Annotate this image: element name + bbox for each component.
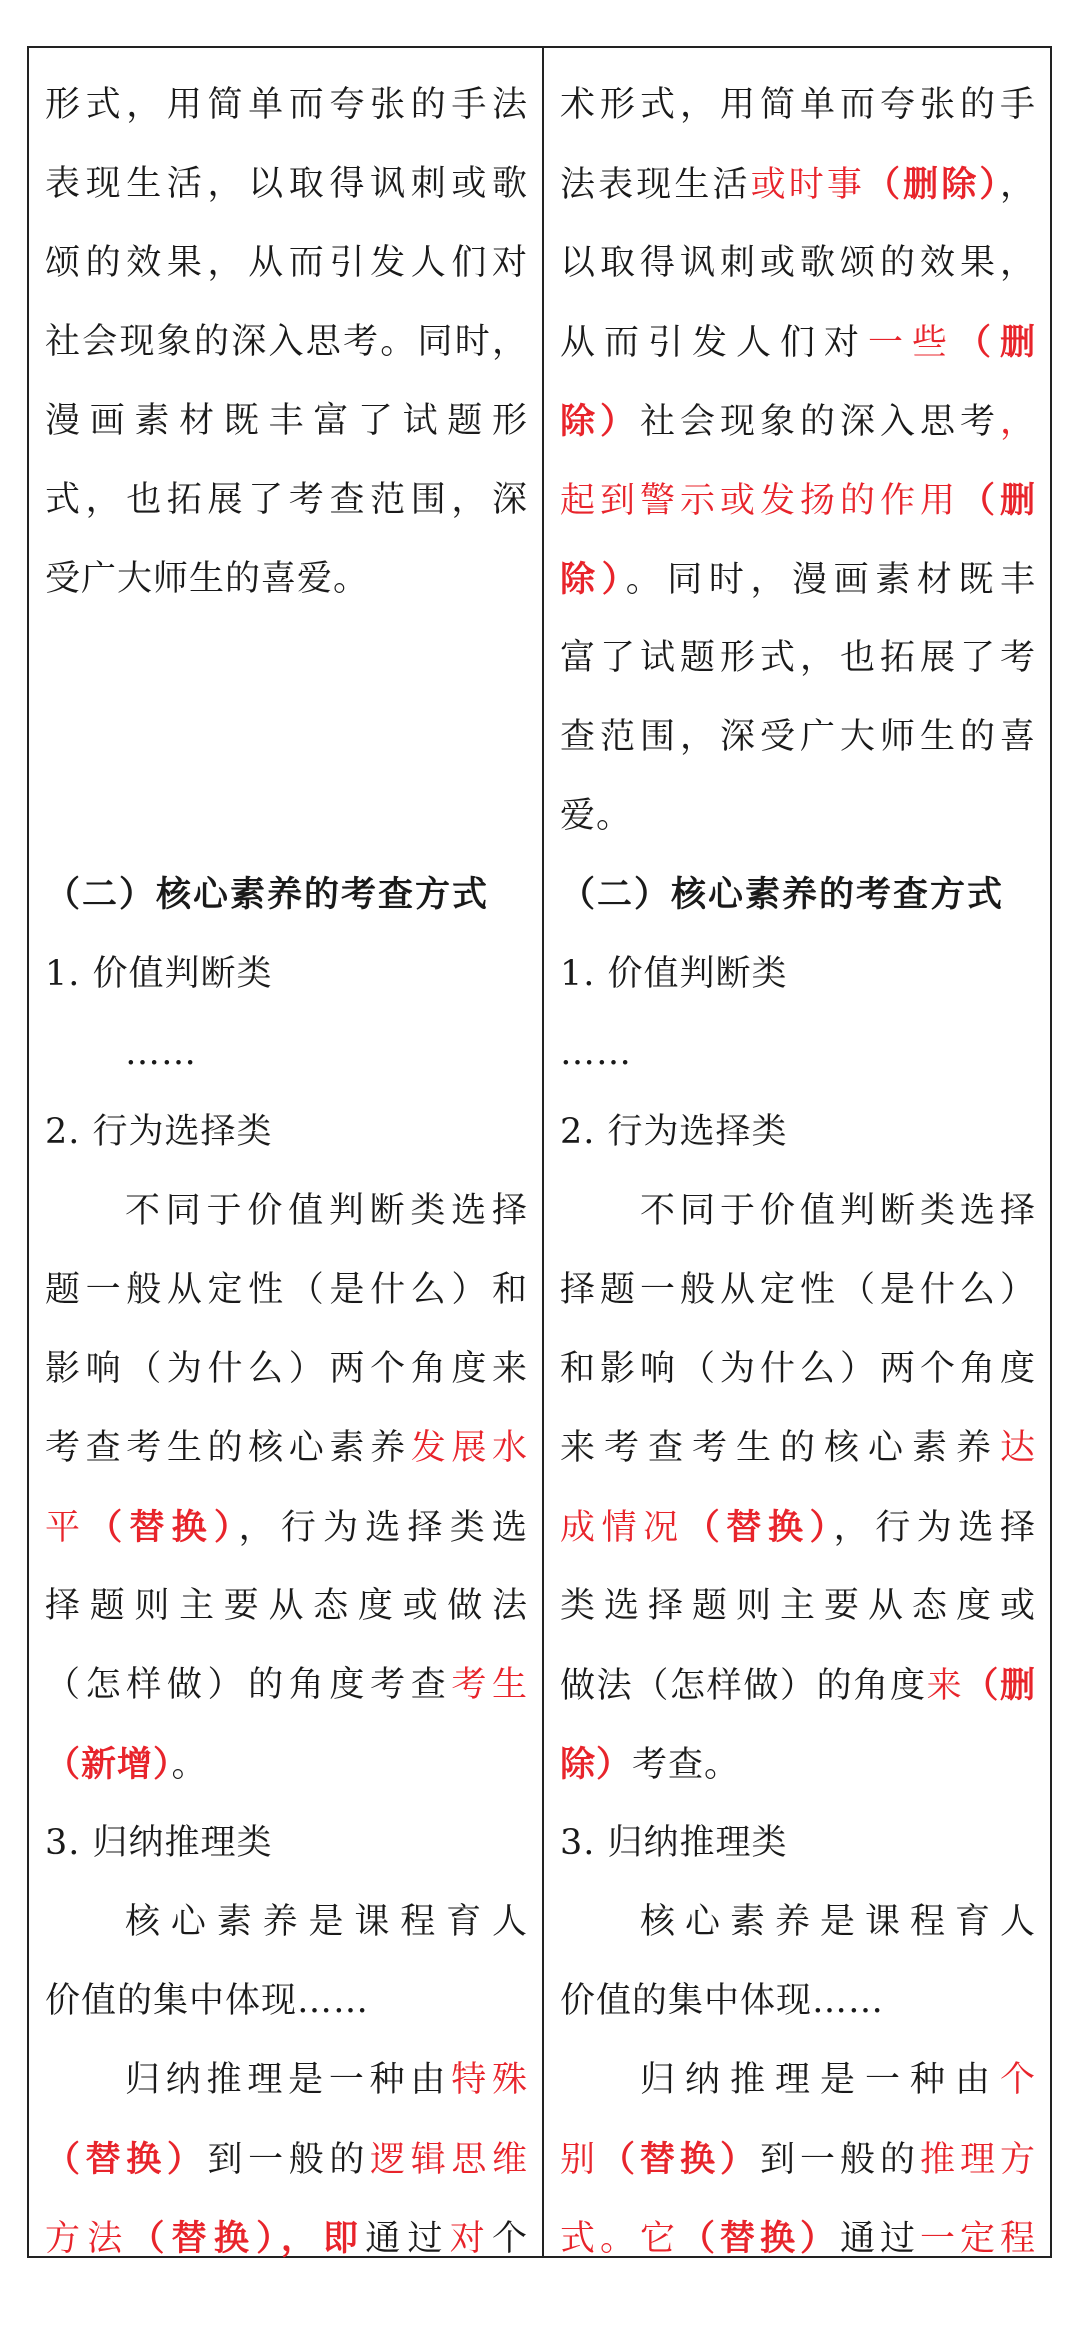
text-segment: 择题则主要从态度或做法 bbox=[45, 1586, 528, 1626]
text-segment: 不同于价值判断类选择 bbox=[125, 1191, 528, 1231]
text-line bbox=[560, 145, 1036, 224]
revision-mark-text: 推理方 bbox=[919, 2140, 1036, 2180]
text-line bbox=[560, 1804, 1036, 1883]
text-line bbox=[560, 1251, 1036, 1330]
text-line bbox=[560, 224, 1036, 303]
text-line bbox=[560, 698, 1036, 777]
text-segment: 个 bbox=[491, 2219, 528, 2259]
text-line bbox=[560, 1409, 1036, 1488]
text-segment: ， bbox=[999, 165, 1036, 205]
text-segment: 社会现象的深入思考 bbox=[640, 402, 1000, 442]
text-line bbox=[45, 382, 528, 461]
revision-mark-text: 发展水 bbox=[410, 1428, 528, 1468]
revision-mark-text: （删 bbox=[963, 1665, 1036, 1706]
revision-mark-text: 达 bbox=[999, 1428, 1036, 1468]
text-segment: 2. 行为选择类 bbox=[560, 1112, 788, 1152]
text-segment: 类选择题则主要从态度或 bbox=[560, 1586, 1036, 1626]
text-line bbox=[45, 224, 528, 303]
text-segment: 通过 bbox=[365, 2219, 450, 2259]
text-line bbox=[560, 382, 1036, 461]
text-segment: 爱。 bbox=[560, 796, 633, 836]
text-line bbox=[45, 1251, 528, 1330]
text-segment: 3. 归纳推理类 bbox=[560, 1823, 788, 1863]
text-line bbox=[560, 2041, 1036, 2120]
text-segment: 形式，用简单而夸张的手法 bbox=[45, 85, 528, 125]
text-line bbox=[560, 1646, 1036, 1725]
text-line bbox=[560, 2199, 1036, 2278]
revision-mark-text: 成情况 bbox=[560, 1508, 685, 1548]
text-segment: （怎样做）的角度考查 bbox=[45, 1665, 452, 1705]
text-segment: 从而引发人们对 bbox=[560, 323, 868, 363]
text-segment: 影响（为什么）两个角度来 bbox=[45, 1349, 528, 1389]
revision-mark-text: 起到警示或发扬的作用 bbox=[560, 481, 960, 521]
text-line bbox=[45, 1488, 528, 1567]
revision-mark-text: 来 bbox=[926, 1666, 964, 1706]
text-line bbox=[560, 540, 1036, 619]
text-segment: ，行为选择 bbox=[833, 1508, 1036, 1548]
revision-mark-text: 方法 bbox=[45, 2219, 130, 2259]
text-line bbox=[45, 2041, 528, 2120]
revision-mark-text: （删 bbox=[959, 480, 1036, 521]
revision-mark-text: ， bbox=[999, 402, 1036, 442]
text-segment: 3. 归纳推理类 bbox=[45, 1823, 273, 1863]
revision-mark-text: （删 bbox=[955, 322, 1036, 363]
text-segment: 来考查考生的核心素养 bbox=[560, 1428, 1000, 1468]
text-line bbox=[45, 1883, 528, 1962]
revision-mark-text: （替换） bbox=[679, 2218, 840, 2259]
text-segment: 价值的集中体现…… bbox=[560, 1981, 885, 2021]
text-line bbox=[560, 1962, 1036, 2041]
text-line bbox=[560, 1488, 1036, 1567]
text-line bbox=[45, 2120, 528, 2199]
text-segment: …… bbox=[125, 1033, 197, 1073]
text-segment: 1. 价值判断类 bbox=[560, 954, 788, 994]
revision-mark-text: （替换） bbox=[600, 2139, 760, 2180]
revision-mark-text: （删除） bbox=[864, 164, 1000, 205]
text-line bbox=[45, 1567, 528, 1646]
text-line bbox=[560, 1172, 1036, 1251]
text-line bbox=[45, 461, 528, 540]
right-column-text bbox=[560, 66, 1036, 2278]
text-segment: 社会现象的深入思考。同时， bbox=[45, 322, 528, 362]
revision-mark-text: 除） bbox=[560, 401, 640, 442]
text-line bbox=[45, 145, 528, 224]
text-line bbox=[45, 1172, 528, 1251]
text-segment: 不同于价值判断类选择 bbox=[640, 1191, 1036, 1231]
text-segment: 以取得讽刺或歌颂的效果， bbox=[560, 243, 1036, 283]
text-line bbox=[45, 1014, 528, 1093]
text-segment: 归纳推理是一种由 bbox=[640, 2060, 1000, 2100]
text-segment: 核心素养是课程育人 bbox=[640, 1902, 1036, 1942]
text-segment: 2. 行为选择类 bbox=[45, 1112, 273, 1152]
text-segment: 到一般的 bbox=[759, 2140, 920, 2180]
text-line bbox=[560, 935, 1036, 1014]
text-segment: 受广大师生的喜爱。 bbox=[45, 559, 370, 599]
revision-mark-text: 对 bbox=[449, 2219, 492, 2259]
text-segment: 。 bbox=[171, 1745, 208, 1785]
text-segment: 和影响（为什么）两个角度 bbox=[560, 1349, 1036, 1389]
right-column-revised bbox=[544, 48, 1050, 2259]
text-segment: 富了试题形式，也拓展了考 bbox=[560, 638, 1036, 678]
text-line bbox=[45, 1804, 528, 1883]
revision-mark-text: 特殊 bbox=[451, 2060, 528, 2100]
revision-mark-text: 一定程 bbox=[919, 2219, 1036, 2259]
text-segment: （二）核心素养的考查方式 bbox=[560, 875, 1005, 915]
text-line bbox=[45, 303, 528, 382]
revision-mark-text: 除） bbox=[560, 1744, 633, 1785]
text-line bbox=[45, 1962, 528, 2041]
revision-mark-text: 除） bbox=[560, 559, 626, 600]
text-segment: 。同时，漫画素材既丰 bbox=[625, 560, 1036, 600]
text-line bbox=[560, 461, 1036, 540]
text-segment: 式，也拓展了考查范围，深 bbox=[45, 480, 528, 520]
text-line bbox=[560, 1093, 1036, 1172]
text-line bbox=[45, 2199, 528, 2278]
text-line bbox=[560, 1567, 1036, 1646]
text-segment: 考查。 bbox=[632, 1745, 741, 1785]
text-segment: 表现生活，以取得讽刺或歌 bbox=[45, 164, 528, 204]
text-segment: 到一般的 bbox=[207, 2140, 371, 2180]
text-line bbox=[45, 1330, 528, 1409]
text-line bbox=[45, 1093, 528, 1172]
text-line bbox=[560, 777, 1036, 856]
text-segment: …… bbox=[560, 1033, 632, 1073]
text-segment: 做法（怎样做）的角度 bbox=[560, 1666, 927, 1706]
section-heading bbox=[45, 856, 528, 935]
text-segment: 法表现生活 bbox=[560, 165, 751, 205]
text-segment: 考查考生的核心素养 bbox=[45, 1428, 411, 1468]
text-line bbox=[560, 619, 1036, 698]
text-segment: （二）核心素养的考查方式 bbox=[45, 875, 490, 915]
text-line bbox=[45, 935, 528, 1014]
text-segment: 通过 bbox=[839, 2219, 920, 2259]
text-segment: 择题一般从定性（是什么） bbox=[560, 1270, 1036, 1310]
text-line bbox=[45, 619, 528, 698]
text-line bbox=[45, 540, 528, 619]
text-line bbox=[560, 1883, 1036, 1962]
revision-mark-text: （替换） bbox=[684, 1507, 834, 1548]
text-line bbox=[45, 698, 528, 777]
text-segment: 核心素养是课程育人 bbox=[125, 1902, 528, 1942]
revision-mark-text: （替换） bbox=[45, 2139, 208, 2180]
text-line bbox=[45, 777, 528, 856]
section-heading bbox=[560, 856, 1036, 935]
text-line bbox=[45, 1409, 528, 1488]
revision-mark-text: 个 bbox=[999, 2060, 1036, 2100]
comparison-table bbox=[27, 46, 1052, 2258]
text-segment: 查范围，深受广大师生的喜 bbox=[560, 717, 1036, 757]
revision-mark-text: （新增） bbox=[45, 1744, 172, 1785]
text-line bbox=[560, 2120, 1036, 2199]
revision-mark-text: 式。它 bbox=[560, 2219, 680, 2259]
revision-mark-text: 逻辑思维 bbox=[370, 2140, 528, 2180]
text-line bbox=[45, 1725, 528, 1804]
revision-mark-text: 考生 bbox=[451, 1665, 528, 1705]
text-line bbox=[560, 1014, 1036, 1093]
revision-mark-text: 一些 bbox=[867, 323, 956, 363]
text-line bbox=[45, 66, 528, 145]
text-line bbox=[560, 303, 1036, 382]
revision-mark-text: 别 bbox=[560, 2140, 600, 2180]
text-line bbox=[45, 1646, 528, 1725]
left-column-text bbox=[45, 66, 528, 2278]
text-line bbox=[560, 66, 1036, 145]
text-line bbox=[560, 1725, 1036, 1804]
text-segment: 归纳推理是一种由 bbox=[125, 2060, 452, 2100]
text-segment: 价值的集中体现…… bbox=[45, 1981, 370, 2021]
text-segment: 1. 价值判断类 bbox=[45, 954, 273, 994]
text-segment: 术形式，用简单而夸张的手 bbox=[560, 85, 1036, 125]
text-segment: ，行为选择类选 bbox=[238, 1508, 528, 1548]
text-segment: 颂的效果，从而引发人们对 bbox=[45, 243, 528, 283]
revision-mark-text: 平 bbox=[45, 1508, 88, 1548]
text-segment: 题一般从定性（是什么）和 bbox=[45, 1270, 528, 1310]
text-segment: 漫画素材既丰富了试题形 bbox=[45, 401, 528, 441]
left-column-original bbox=[29, 48, 544, 2259]
revision-mark-text: 或时事 bbox=[750, 165, 865, 205]
text-line bbox=[560, 1330, 1036, 1409]
revision-mark-text: （替换） bbox=[87, 1507, 239, 1548]
revision-mark-text: （替换），即 bbox=[129, 2218, 366, 2259]
